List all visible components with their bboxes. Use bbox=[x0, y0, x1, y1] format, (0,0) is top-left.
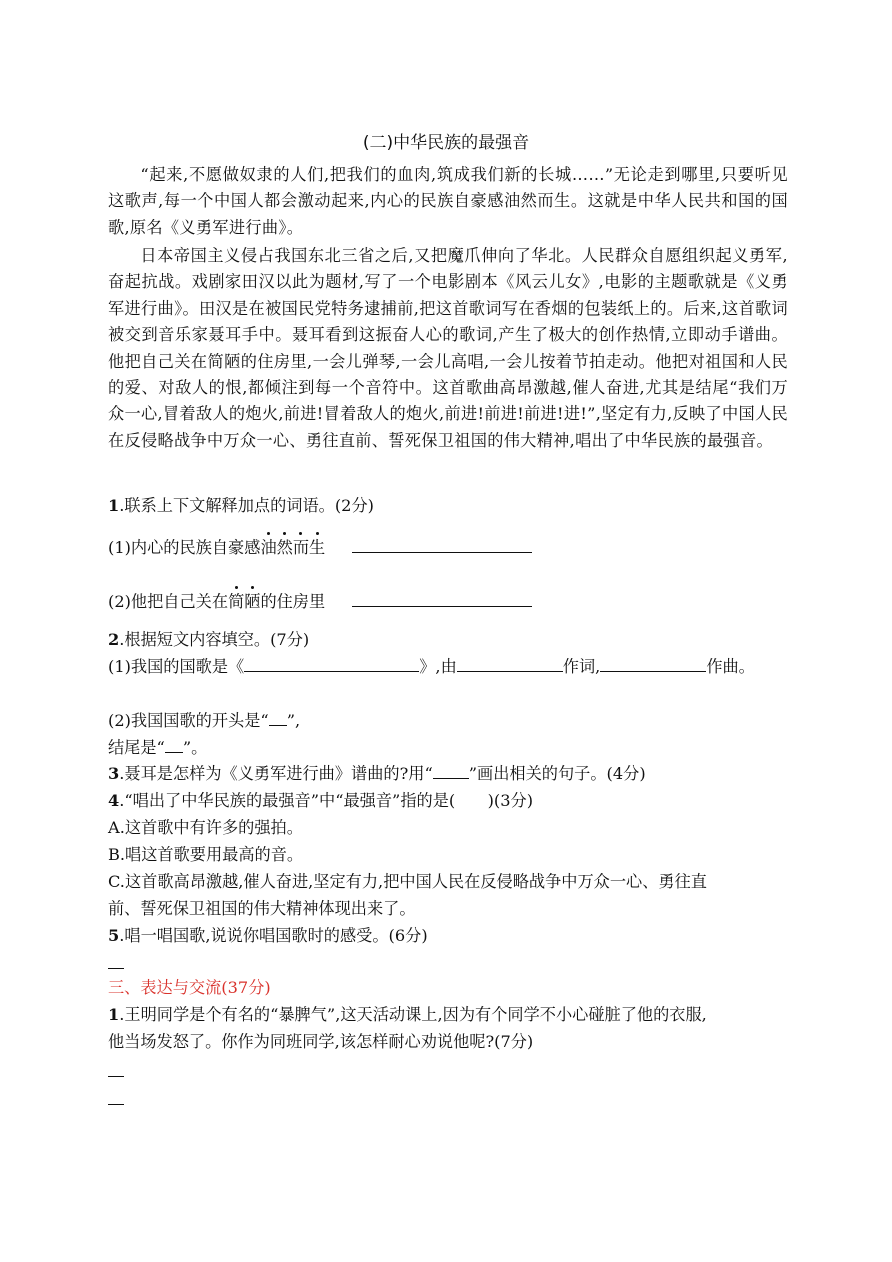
question-text: .王明同学是个有名的“暴脾气”,这天活动课上,因为有个同学不小心碰脏了他的衣服, bbox=[119, 1005, 707, 1024]
question-number: 2 bbox=[108, 630, 120, 649]
part-text: 作曲。 bbox=[706, 657, 755, 676]
question-number: 1 bbox=[108, 1005, 120, 1024]
part-text: (2)我国国歌的开头是“ bbox=[108, 711, 269, 730]
question-1 bbox=[108, 494, 798, 518]
question-number: 4 bbox=[108, 791, 120, 810]
passage-paragraph-2: 日本帝国主义侵占我国东北三省之后,又把魔爪伸向了华北。人民群众自愿组织起义勇军,奋起抗战。戏剧家田汉以此为题材,写了一个电影剧本《风云儿女》,电影的主题歌就是《义勇军进行曲》。田汉是在被国民党特务逮捕前,把这首歌词写在香烟的包装纸上的。后来,这首歌词被交到音乐家聂耳手中。聂耳看到这振奋人心的歌词,产生了极大的创作热情,立即动手谱曲。他把自己关在简陋的住房里,一会儿弹琴,一会儿高唱,一会儿按着节拍走动。他把对祖国和人民的爱、对敌人的恨,都倾注到每一个音符中。这首歌曲高昂激越,催人奋进,尤其是结尾“我们万众一心,冒着敌人的炮火,前进!冒着敌人的炮火,前进!前进!前进!进!”,坚定有力,反映了中国人民在反侵略战争中万众一心、勇往直前、誓死保卫祖国的伟大精神,唱出了中华民族的最强音。 bbox=[108, 246, 788, 450]
question-text: .唱一唱国歌,说说你唱国歌时的感受。(6分) bbox=[119, 926, 428, 945]
dotted-word-1 bbox=[260, 538, 325, 557]
answer-blank-1-1[interactable] bbox=[352, 538, 532, 553]
answer-blank-anthem-name[interactable] bbox=[244, 657, 419, 672]
question-5 bbox=[108, 924, 798, 948]
answer-line-2[interactable] bbox=[108, 1104, 124, 1105]
part-text: ”。 bbox=[182, 738, 208, 757]
emphasis-char: 而 bbox=[293, 536, 309, 560]
answer-line-1[interactable] bbox=[108, 1076, 124, 1077]
passage-paragraph-1: “起来,不愿做奴隶的人们,把我们的血肉,筑成我们新的长城……”无论走到哪里,只要听见这歌声,每一个中国人都会激动起来,内心的民族自豪感油然而生。这就是中华人民共和国的国歌,原名《义勇军进行曲》。 bbox=[108, 165, 788, 237]
section-3-question-1 bbox=[108, 1003, 798, 1027]
question-2-part-3 bbox=[108, 736, 798, 760]
part-text-tail: 的住房里 bbox=[260, 592, 326, 611]
question-2-part-1 bbox=[108, 655, 798, 679]
option-c-continued: 前、誓死保卫祖国的伟大精神体现出来了。 bbox=[108, 899, 416, 918]
question-2-part-2 bbox=[108, 709, 798, 733]
part-text: 结尾是“ bbox=[108, 738, 165, 757]
passage-title: (二)中华民族的最强音 bbox=[362, 133, 530, 153]
answer-line-q5[interactable] bbox=[108, 968, 124, 969]
answer-blank-composer[interactable] bbox=[600, 657, 706, 672]
part-text: (1)我国的国歌是《 bbox=[108, 657, 245, 676]
answer-blank-opening[interactable] bbox=[269, 711, 287, 726]
question-1-part-2 bbox=[108, 590, 798, 614]
question-3 bbox=[108, 762, 798, 786]
part-text: (1)内心的民族自豪感 bbox=[108, 538, 261, 557]
emphasis-char: 然 bbox=[277, 536, 293, 560]
answer-blank-1-2[interactable] bbox=[352, 592, 532, 607]
question-2 bbox=[108, 628, 798, 652]
option-c[interactable]: C.这首歌高昂激越,催人奋进,坚定有力,把中国人民在反侵略战争中万众一心、勇往直 bbox=[108, 872, 707, 891]
underline-sample bbox=[433, 764, 469, 779]
option-b[interactable]: B.唱这首歌要用最高的音。 bbox=[108, 845, 304, 864]
answer-blank-ending[interactable] bbox=[165, 738, 183, 753]
question-4 bbox=[108, 789, 798, 813]
emphasis-char: 陋 bbox=[244, 590, 260, 614]
question-1-part-1 bbox=[108, 536, 798, 560]
part-text: 》,由 bbox=[419, 657, 457, 676]
question-text-tail: ”画出相关的句子。(4分) bbox=[468, 764, 646, 783]
section-3-heading: 三、表达与交流(37分) bbox=[108, 978, 271, 997]
section-3-question-1-continued: 他当场发怒了。你作为同班同学,该怎样耐心劝说他呢?(7分) bbox=[108, 1032, 534, 1051]
part-text: (2)他把自己关在 bbox=[108, 592, 229, 611]
question-number: 3 bbox=[108, 764, 120, 783]
part-text: ”, bbox=[286, 711, 301, 730]
question-number: 5 bbox=[108, 926, 120, 945]
question-number: 1 bbox=[108, 496, 120, 515]
option-a[interactable]: A.这首歌中有许多的强拍。 bbox=[108, 818, 303, 837]
question-text: .聂耳是怎样为《义勇军进行曲》谱曲的?用“ bbox=[119, 764, 433, 783]
part-text: 作词, bbox=[562, 657, 601, 676]
question-text: .联系上下文解释加点的词语。(2分) bbox=[119, 496, 374, 515]
emphasis-char: 简 bbox=[228, 590, 244, 614]
emphasis-char: 生 bbox=[309, 536, 325, 560]
answer-blank-lyricist[interactable] bbox=[457, 657, 563, 672]
emphasis-char: 油 bbox=[260, 536, 276, 560]
question-text: .“唱出了中华民族的最强音”中“最强音”指的是( )(3分) bbox=[119, 791, 534, 810]
question-text: .根据短文内容填空。(7分) bbox=[119, 630, 310, 649]
dotted-word-2 bbox=[228, 592, 260, 611]
